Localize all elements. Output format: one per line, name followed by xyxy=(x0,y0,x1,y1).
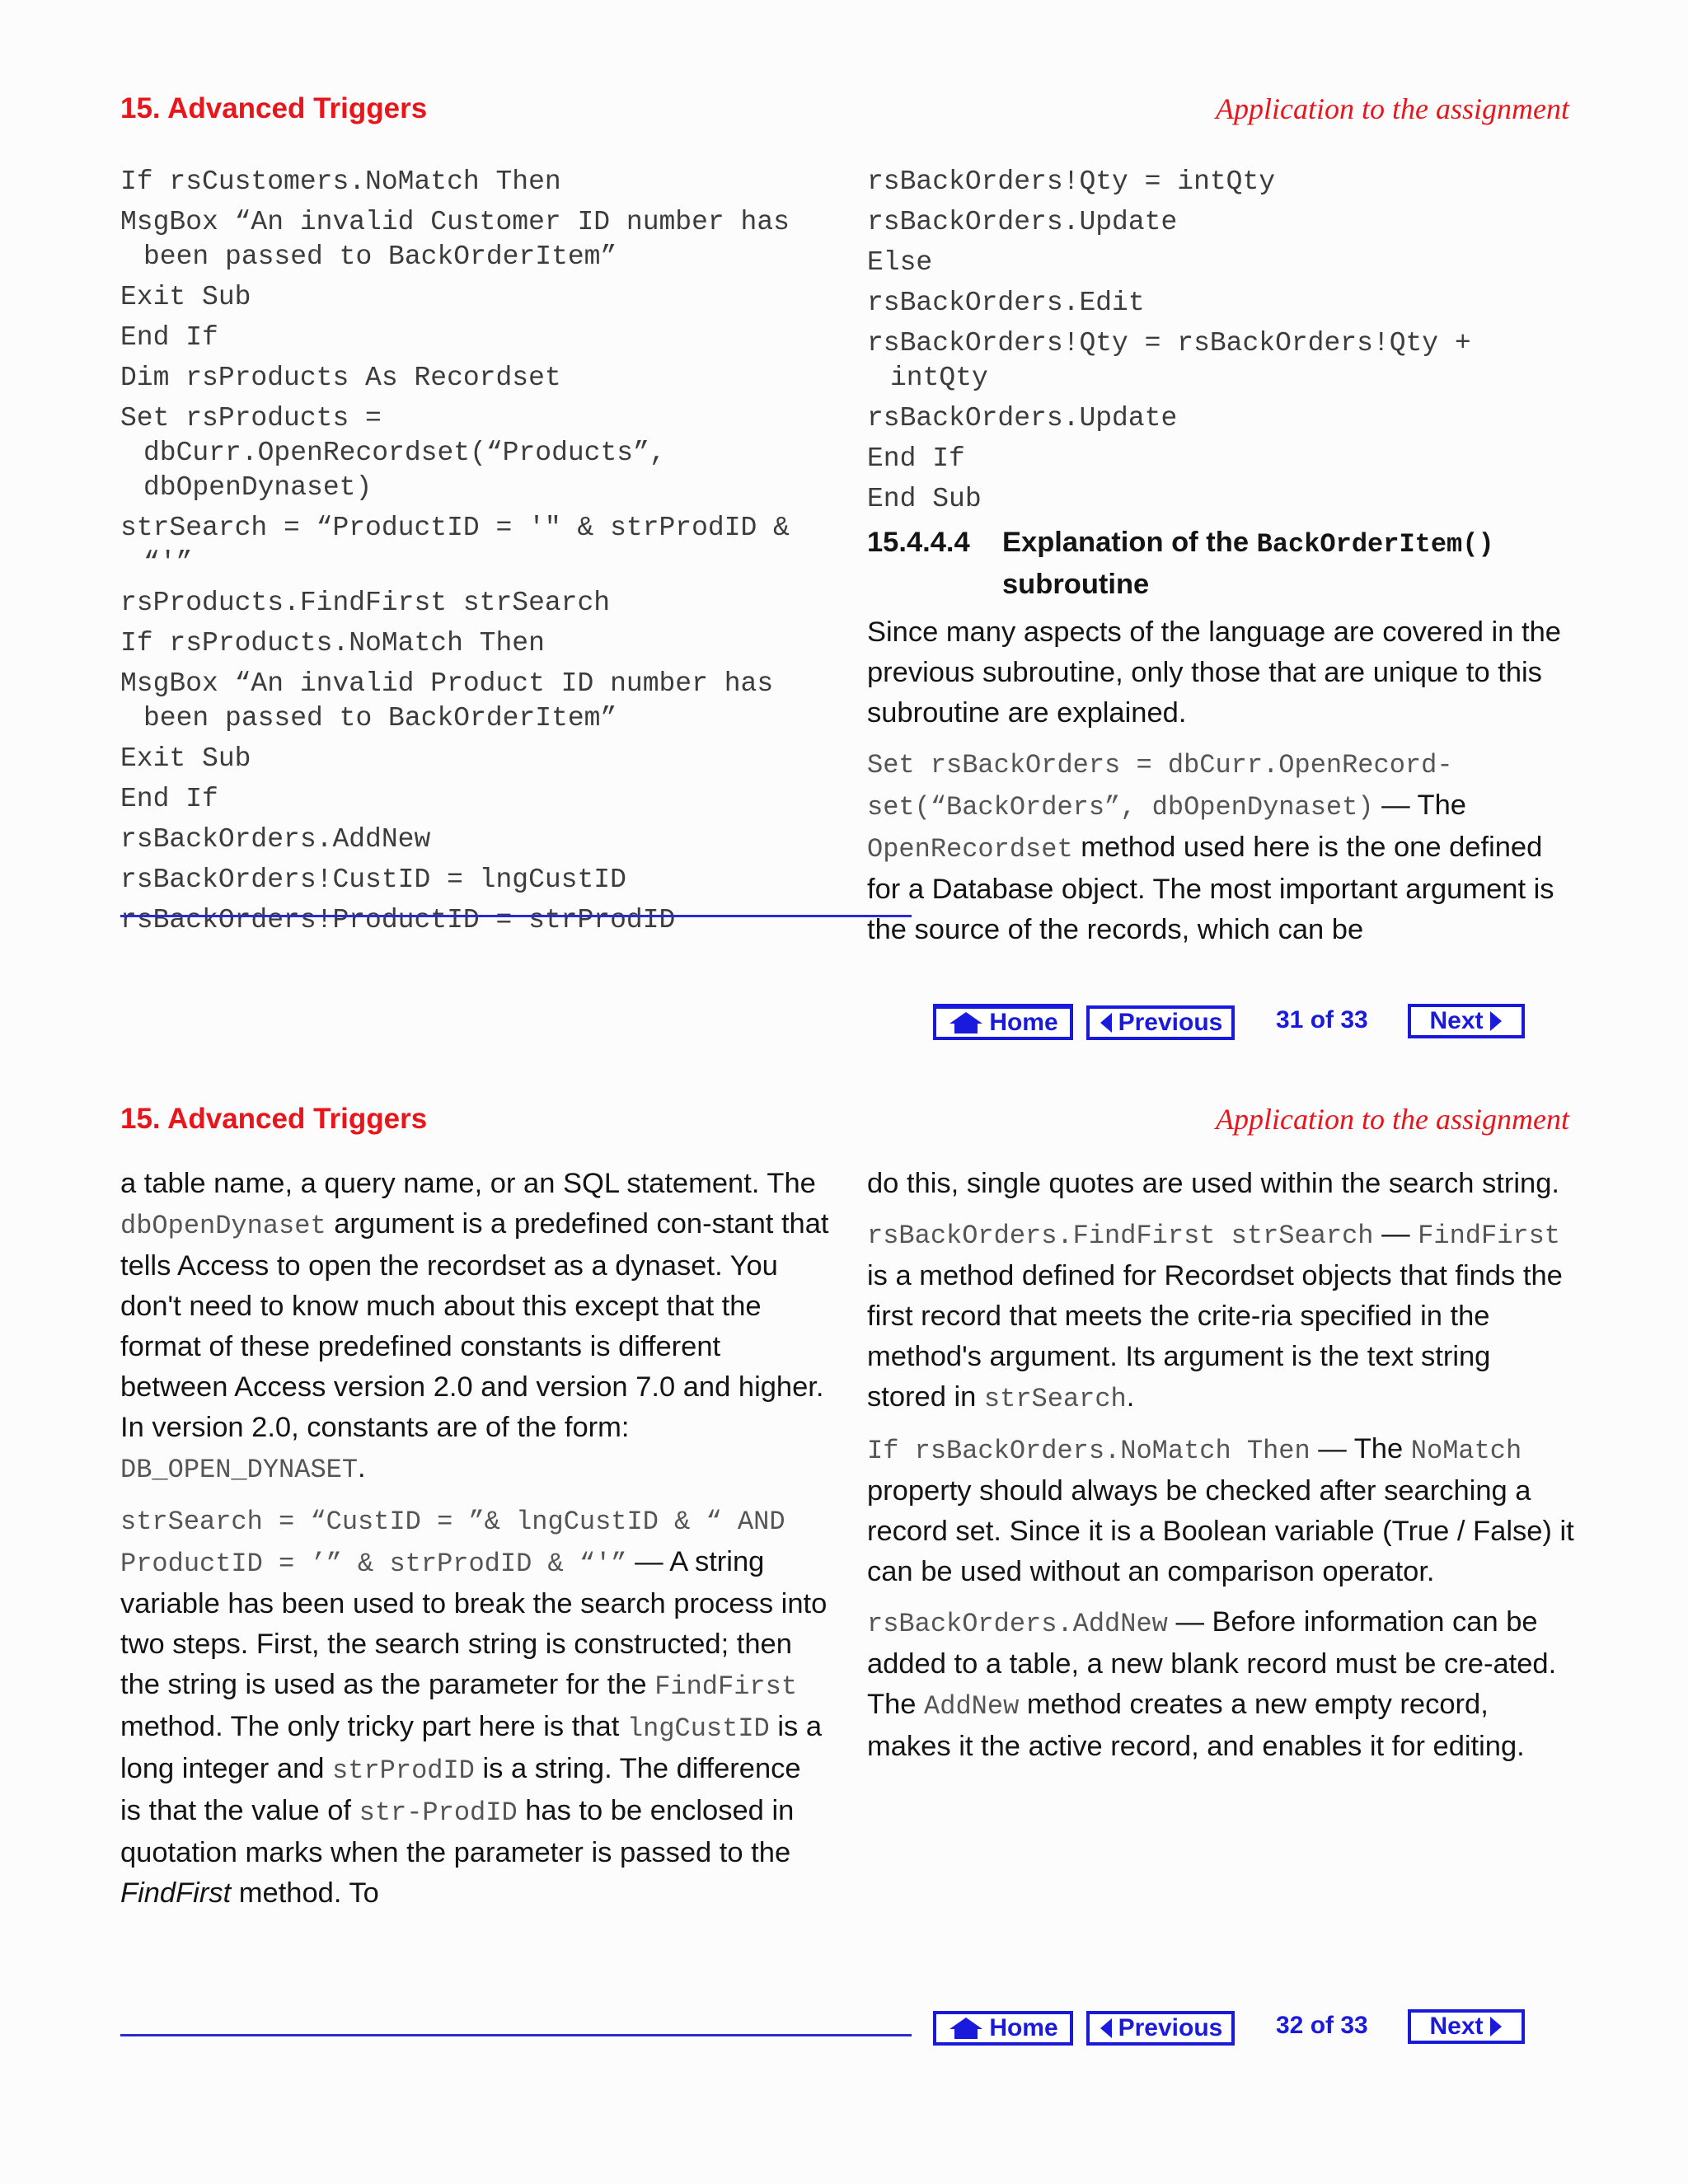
section-title: Application to the assignment xyxy=(1216,92,1569,125)
subsection-heading xyxy=(867,523,1576,604)
para-text: a table name, a query name, or an SQL statement. The xyxy=(120,1168,816,1199)
code-line: MsgBox “An invalid Customer ID number has been passed to BackOrderItem” xyxy=(120,207,806,272)
code-line: MsgBox “An invalid Product ID number has been passed to BackOrderItem” xyxy=(120,668,790,733)
home-label: Home xyxy=(989,1009,1058,1036)
inline-code: strSearch = “CustID = ”& lngCustID & “ AND ProductID = ’” & strProdID & “'” xyxy=(120,1507,785,1579)
emphasis-text: FindFirst xyxy=(120,1877,232,1909)
para-text: method creates a new empty record, makes it the active record, and enables it for editing. xyxy=(867,1689,1525,1762)
slide-page-32 xyxy=(0,1004,1688,2008)
para-text: method. To xyxy=(231,1877,379,1909)
paragraph-addnew xyxy=(867,1602,1576,1767)
next-label: Next xyxy=(1429,1007,1484,1034)
home-button[interactable] xyxy=(933,2011,1073,2046)
inline-code: dbOpenDynaset xyxy=(120,1211,326,1241)
code-line: rsBackOrders!CustID = lngCustID xyxy=(120,865,626,895)
previous-label: Previous xyxy=(1118,1009,1223,1036)
para-text: . xyxy=(358,1452,366,1483)
right-arrow-icon xyxy=(1489,2015,1503,2038)
paragraph-intro: Since many aspects of the language are covered in the previous subroutine, only those that are unique to this subroutine are explained. xyxy=(867,616,1561,729)
para-text: — The xyxy=(1373,790,1466,821)
code-line: End If xyxy=(120,322,218,353)
para-text: is a long integer and xyxy=(120,1711,823,1784)
para-text: method. The only tricky part here is that xyxy=(120,1711,627,1742)
inline-code: strSearch xyxy=(983,1384,1127,1414)
inline-code: NoMatch xyxy=(1410,1436,1522,1466)
code-line: rsBackOrders!Qty = rsBackOrders!Qty + intQty xyxy=(867,328,1488,393)
left-arrow-icon xyxy=(1099,2017,1114,2040)
paragraph-single-quotes: do this, single quotes are used within the search string. xyxy=(867,1168,1559,1199)
inline-code: OpenRecordset xyxy=(867,834,1073,865)
code-line: Dim rsProducts As Recordset xyxy=(120,363,561,393)
code-line: rsBackOrders.Update xyxy=(867,207,1178,237)
code-line: Exit Sub xyxy=(120,743,251,774)
section-title: Application to the assignment xyxy=(1216,1103,1569,1136)
chapter-title: 15. Advanced Triggers xyxy=(120,92,428,124)
next-button[interactable] xyxy=(1408,2009,1525,2044)
text-column-right xyxy=(867,165,1576,960)
paragraph-strsearch xyxy=(120,1500,829,1914)
code-line: End If xyxy=(867,443,965,474)
inline-code: If rsBackOrders.NoMatch Then xyxy=(867,1436,1311,1466)
para-text: property should always be checked after searching a record set. Since it is a Boolean variable (True / False) it can be used without an comparison operator. xyxy=(867,1475,1574,1587)
page-number: 32 of 33 xyxy=(1276,2012,1368,2039)
para-text: . xyxy=(1126,1381,1135,1413)
para-text: — xyxy=(1373,1218,1418,1249)
code-line: End Sub xyxy=(867,484,982,514)
paragraph-nomatch xyxy=(867,1429,1576,1592)
code-line: rsBackOrders.Update xyxy=(867,403,1178,434)
code-line: rsBackOrders!Qty = intQty xyxy=(867,166,1276,197)
inline-code: FindFirst xyxy=(1418,1221,1560,1251)
footer-rule xyxy=(120,915,912,917)
inline-code: DB_OPEN_DYNASET xyxy=(120,1455,359,1485)
para-text: — The xyxy=(1310,1433,1411,1465)
code-line: rsBackOrders!ProductID = strProdID xyxy=(120,905,676,935)
paragraph-dynaset xyxy=(120,1164,829,1490)
inline-code: lngCustID xyxy=(626,1713,770,1744)
para-text: has to be enclosed in quotation marks when the parameter is passed to the xyxy=(120,1795,795,1868)
para-text: — A string variable has been used to break the search process into two steps. First, the search string is constructed; then the string is used as the parameter for the xyxy=(120,1546,828,1700)
code-line: rsBackOrders.AddNew xyxy=(120,824,431,855)
slide-page-31 xyxy=(0,0,1688,1004)
text-column-right xyxy=(867,1164,1576,1777)
inline-code: Set rsBackOrders = dbCurr.OpenRecord-set(“BackOrders”, dbOpenDynaset) xyxy=(867,750,1453,823)
previous-label: Previous xyxy=(1118,2014,1223,2041)
home-label: Home xyxy=(989,2014,1058,2041)
page-number: 31 of 33 xyxy=(1276,1006,1368,1033)
code-line: End If xyxy=(120,784,218,814)
previous-button[interactable] xyxy=(1086,2011,1235,2046)
inline-code: rsBackOrders.FindFirst strSearch xyxy=(867,1221,1374,1251)
inline-code: strProdID xyxy=(332,1755,475,1786)
heading-text-tail: subroutine xyxy=(1002,569,1150,600)
paragraph-openrecordset xyxy=(867,743,1576,950)
para-text: is a string. The difference is that the value of xyxy=(120,1753,801,1826)
text-column-left xyxy=(120,1164,829,1924)
code-line: rsProducts.FindFirst strSearch xyxy=(120,588,611,618)
para-text: argument is a predefined con-stant that tells Access to open the recordset as a dynaset. You don't need to know much about this except that the format of these predefined constants is different between Access version 2.0 and version 7.0 and higher. In version 2.0, constants are of the form: xyxy=(120,1208,829,1443)
paragraph-findfirst xyxy=(867,1214,1576,1419)
code-line: Set rsProducts = dbCurr.OpenRecordset(“Products”, dbOpenDynaset) xyxy=(120,403,682,503)
inline-code: AddNew xyxy=(924,1691,1020,1722)
para-text: — Before information can be added to a table, a new blank record must be cre-ated. The xyxy=(867,1606,1557,1720)
code-line: If rsCustomers.NoMatch Then xyxy=(120,166,561,197)
code-line: Exit Sub xyxy=(120,282,251,312)
heading-number: 15.4.4.4 xyxy=(867,527,970,558)
inline-code: FindFirst xyxy=(654,1671,798,1702)
inline-code: rsBackOrders.AddNew xyxy=(867,1609,1168,1639)
home-icon xyxy=(948,2016,984,2041)
code-line: rsBackOrders.Edit xyxy=(867,288,1145,318)
chapter-title: 15. Advanced Triggers xyxy=(120,1103,428,1135)
heading-code: BackOrderItem() xyxy=(1256,529,1494,560)
code-line: If rsProducts.NoMatch Then xyxy=(120,628,545,658)
para-text: method used here is the one defined for a Database object. The most important argument is the source of the records, which can be xyxy=(867,832,1554,945)
next-label: Next xyxy=(1429,2013,1484,2040)
code-line: strSearch = “ProductID = '" & strProdID & “'” xyxy=(120,513,806,578)
inline-code: str-ProdID xyxy=(359,1797,518,1828)
code-line: Else xyxy=(867,247,933,278)
code-column-left xyxy=(120,165,829,944)
footer-rule xyxy=(120,2034,912,2036)
heading-text: Explanation of the xyxy=(1002,527,1257,558)
para-text: is a method defined for Recordset objects that finds the first record that meets the crite-ria specified in the method's argument. Its argument is the text string stored in xyxy=(867,1260,1563,1413)
